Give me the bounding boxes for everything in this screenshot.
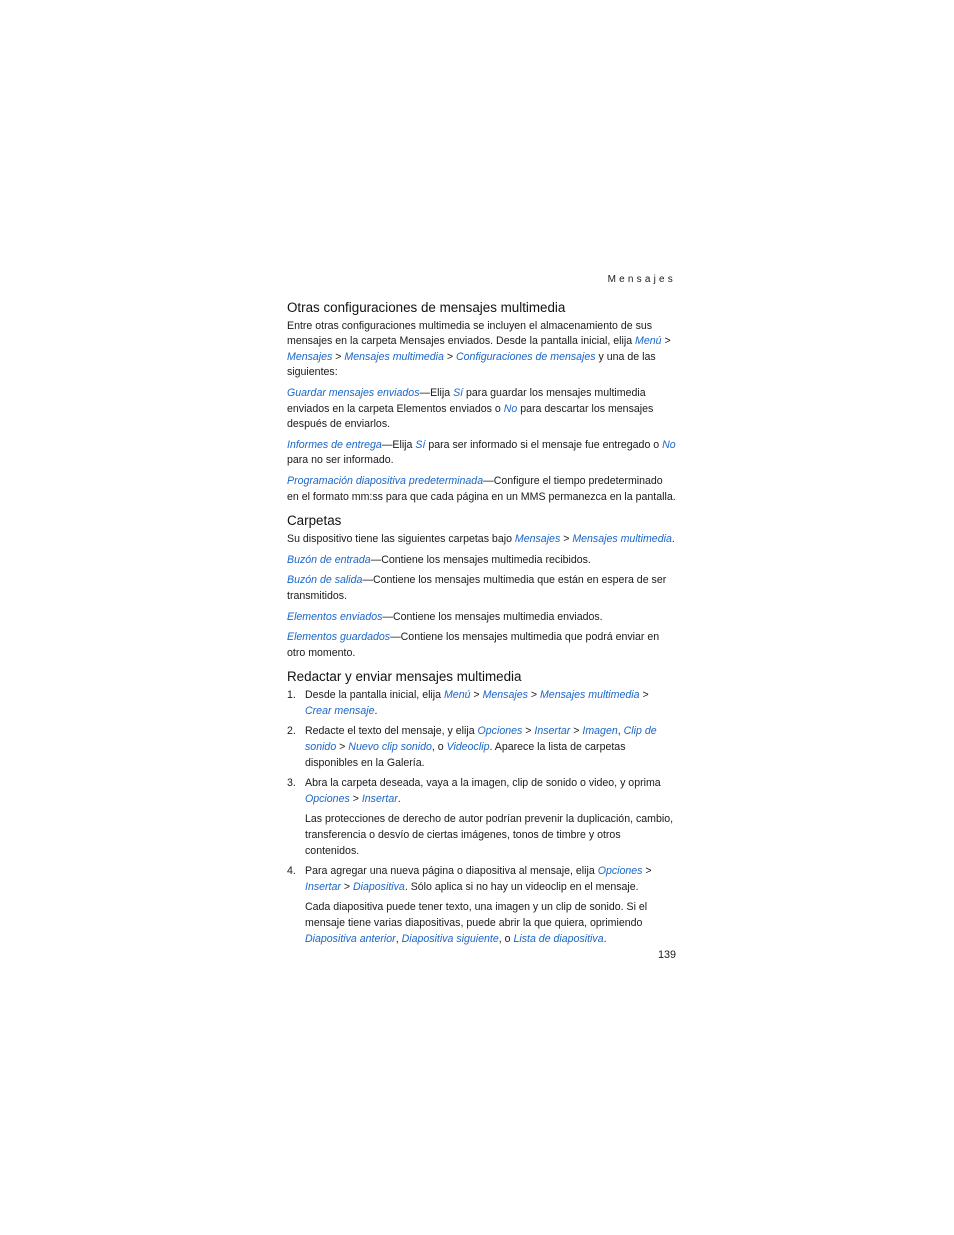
section-intro [287,319,676,381]
text: para no ser informado. [287,454,394,467]
link-mensajes: Mensajes [287,350,333,363]
text: . Sólo aplica si no hay un videoclip en el mensaje. [404,880,639,893]
link-mensajes: Mensajes [514,533,561,546]
running-head: Mensajes [607,274,676,285]
step-3 [287,776,676,859]
link-clip-sonido: Clip de sonido [305,725,657,754]
link-diapositiva-siguiente: Diapositiva siguiente [401,932,499,945]
separator: > [560,533,573,546]
step-1 [287,688,676,719]
text: Entre otras configuraciones multimedia se incluyen el almacenamiento de sus mensajes en la carpeta Mensajes enviados. Desde la pantalla inicial, elija [287,319,653,348]
link-mensajes-multimedia: Mensajes multimedia [344,350,444,363]
option-si: Sí [453,386,464,399]
text: y una de las siguientes: [287,350,656,379]
link-mensajes: Mensajes [482,689,528,702]
text: . [397,792,401,805]
link-opciones: Opciones [597,865,643,878]
link-menu: Menú [635,335,662,348]
page-content [287,272,676,952]
separator: > [443,350,457,363]
separator: > [642,865,652,878]
link-lista-diapositiva: Lista de diapositiva [513,932,604,945]
text: para guardar los mensajes multimedia enviados en la carpeta Elementos enviados o [287,386,646,415]
separator: > [340,880,353,893]
separator: , [617,725,624,738]
section-title: Redactar y enviar mensajes multimedia [287,669,522,685]
link-configuraciones: Configuraciones de mensajes [456,350,596,363]
section-carpetas [287,512,676,661]
text: Su dispositivo tiene las siguientes carpetas bajo [287,533,515,546]
entry-term: Informes de entrega [287,438,382,451]
step-note: Las protecciones de derecho de autor podrían prevenir la duplicación, cambio, transferencia o desvío de ciertas imágenes, tonos de timbre y otros contenidos. [305,813,674,857]
link-imagen: Imagen [582,725,618,738]
text: . Aparece la lista de carpetas disponibles en la Galería. [305,741,626,769]
separator: > [332,350,345,363]
text: para ser informado si el mensaje fue entregado o [425,438,663,451]
link-nuevo-clip: Nuevo clip sonido [348,741,432,754]
link-mensajes-multimedia: Mensajes multimedia [539,689,640,702]
folder-desc: —Contiene los mensajes multimedia recibidos. [370,553,591,566]
folder-term: Buzón de entrada [287,553,371,566]
link-mensajes-multimedia: Mensajes multimedia [572,533,672,546]
link-diapositiva-anterior: Diapositiva anterior [305,932,396,945]
folder-term: Elementos guardados [287,631,391,644]
section-other-settings [287,299,676,506]
section-title: Otras configuraciones de mensajes multimedia [287,299,566,315]
separator: > [470,689,483,702]
link-diapositiva: Diapositiva [353,880,405,893]
text: Desde la pantalla inicial, elija [305,689,444,702]
link-insertar: Insertar [305,880,341,893]
separator: > [570,725,583,738]
steps-list [287,688,676,947]
step-2 [287,724,676,771]
step-number: 4. [287,865,296,878]
entry-term: Programación diapositiva predeterminada [287,474,484,487]
section-intro [287,532,676,548]
text: Para agregar una nueva página o diapositiva al mensaje, elija [305,865,598,878]
link-menu: Menú [443,689,471,702]
text: Redacte el texto del mensaje, y elija [305,725,478,738]
entry-term: Guardar mensajes enviados [287,386,420,399]
folder-desc: —Contiene los mensajes multimedia que están en espera de ser transmitidos. [287,574,667,602]
folder-term: Buzón de salida [287,574,363,587]
step-4 [287,864,676,947]
step-note [305,900,676,947]
link-insertar: Insertar [534,725,571,738]
link-videoclip: Videoclip [446,741,490,754]
separator: > [336,741,349,754]
section-redactar [287,668,676,947]
separator: > [349,792,362,805]
text: Cada diapositiva puede tener texto, una imagen y un clip de sonido. Si el mensaje tiene varias diapositivas, puede abrir la que quiera, oprimiendo [305,901,648,929]
step-number: 3. [287,777,296,790]
link-insertar: Insertar [361,792,398,805]
text: —Configure el tiempo predeterminado en el formato mm:ss para que cada página en un MMS permanezca en la pantalla. [287,474,676,503]
folder-elementos-enviados [287,610,676,626]
text: para descartar los mensajes después de enviarlos. [287,402,654,431]
option-no: No [503,402,518,415]
separator: > [527,689,540,702]
separator: , o [431,741,447,754]
link-crear-mensaje: Crear mensaje [305,704,375,717]
folder-term: Elementos enviados [287,610,383,623]
folder-buzon-entrada [287,553,676,569]
folder-desc: —Contiene los mensajes multimedia que podrá enviar en otro momento. [287,631,660,659]
separator: , [395,932,402,945]
separator: > [661,335,671,348]
step-number: 2. [287,725,296,738]
link-opciones: Opciones [477,725,523,738]
step-number: 1. [287,689,296,702]
separator: , o [498,932,514,945]
separator: > [639,689,649,702]
text: . [603,932,607,945]
folder-elementos-guardados [287,630,676,661]
text: Abra la carpeta deseada, vaya a la imagen, clip de sonido o video, y oprima [305,777,661,790]
option-no: No [662,438,676,451]
text: —Elija [419,386,454,399]
section-title: Carpetas [287,513,342,529]
text: . [374,704,378,717]
separator: > [522,725,535,738]
folder-buzon-salida [287,573,676,604]
text: —Elija [381,438,416,451]
option-si: Sí [415,438,426,451]
text: . [671,533,675,546]
entry-informes [287,438,676,469]
link-opciones: Opciones [305,792,350,805]
entry-programacion [287,474,676,505]
entry-guardar [287,386,676,433]
page-number: 139 [657,949,676,961]
folder-desc: —Contiene los mensajes multimedia enviados. [382,610,603,623]
